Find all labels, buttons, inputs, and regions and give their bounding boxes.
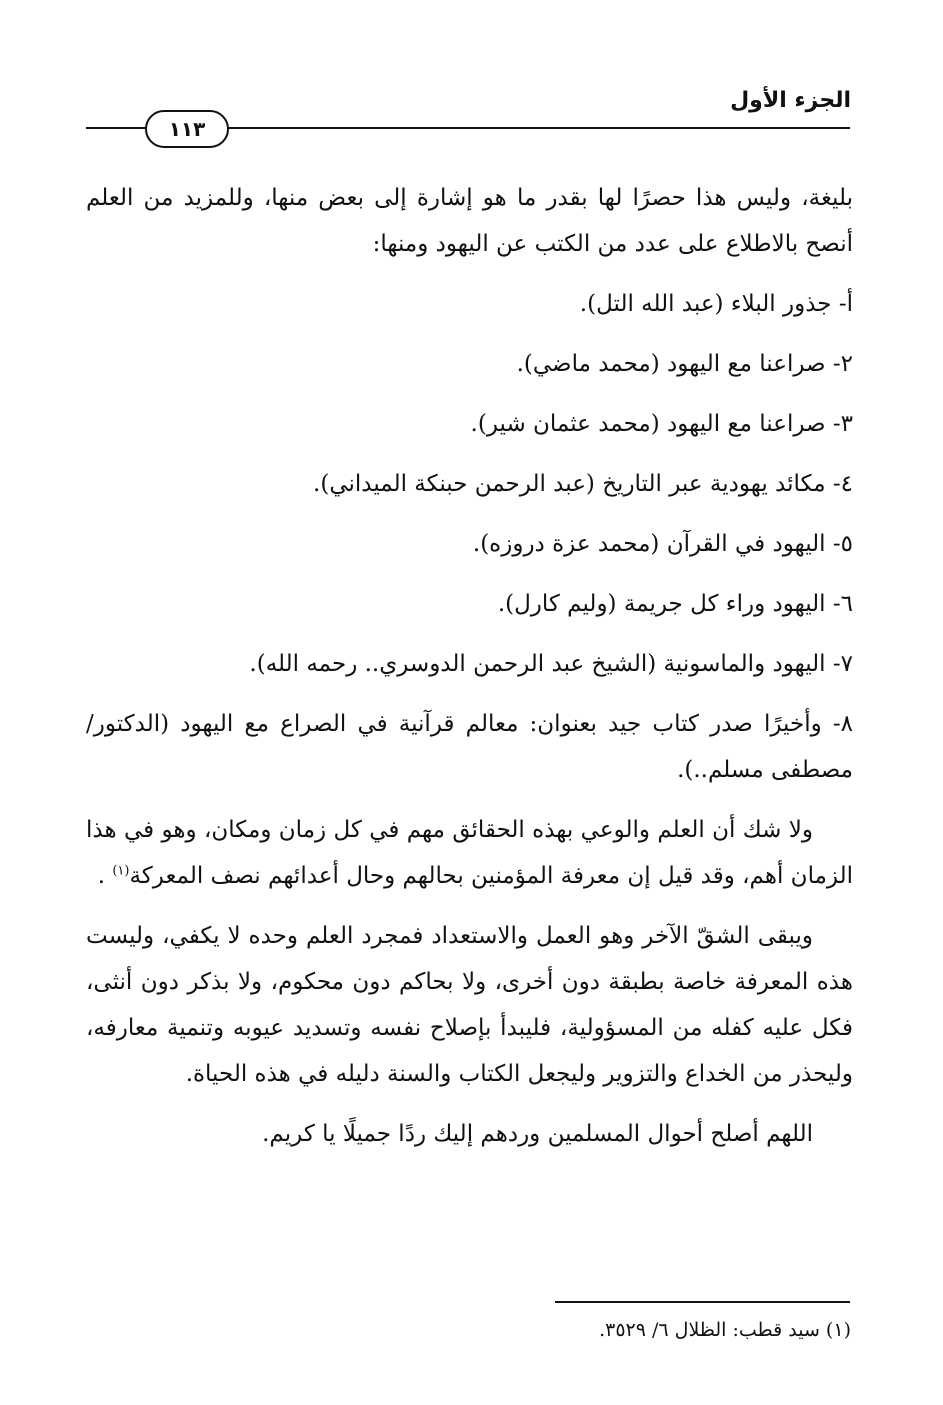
footnote: (١) سيد قطب: الظلال ٦/ ٣٥٢٩. (599, 1319, 851, 1341)
page-body (86, 175, 853, 1157)
knowledge-paragraph (86, 807, 853, 899)
book-list-item-8: ٨- وأخيرًا صدر كتاب جيد بعنوان: معالم قرآنية في الصراع مع اليهود (الدكتور/ مصطفى مسلم..). (86, 711, 853, 783)
intro-paragraph: بليغة، وليس هذا حصرًا لها بقدر ما هو إشارة إلى بعض منها، وللمزيد من العلم أنصح بالاطلاع على عدد من الكتب عن اليهود ومنها: (86, 185, 853, 257)
knowledge-paragraph-end: . (97, 863, 106, 889)
footnote-reference: (١) (112, 863, 130, 879)
book-list-item-4: ٤- مكائد يهودية عبر التاريخ (عبد الرحمن حبنكة الميداني). (313, 471, 853, 497)
book-list (86, 281, 853, 793)
book-list-item-7: ٧- اليهود والماسونية (الشيخ عبد الرحمن الدوسري.. رحمه الله). (249, 651, 853, 677)
book-list-item-1: أ- جذور البلاء (عبد الله التل). (579, 291, 853, 317)
book-list-item-3: ٣- صراعنا مع اليهود (محمد عثمان شير). (470, 411, 853, 437)
knowledge-paragraph-text: ولا شك أن العلم والوعي بهذه الحقائق مهم في كل زمان ومكان، وهو في هذا الزمان أهم، وقد قيل إن معرفة المؤمنين بحالهم وحال أعدائهم نصف المعركة (86, 817, 853, 889)
running-header-title: الجزء الأول (730, 88, 851, 113)
prayer-paragraph: اللهم أصلح أحوال المسلمين وردهم إليك ردًا جميلًا يا كريم. (262, 1121, 813, 1147)
action-paragraph: ويبقى الشقّ الآخر وهو العمل والاستعداد فمجرد العلم وحده لا يكفي، وليست هذه المعرفة خاصة بطبقة دون أخرى، ولا بحاكم دون محكوم، ولا بذكر دون أنثى، فكل عليه كفله من المسؤولية، فليبدأ بإصلاح نفسه وتسديد عيوبه وتنمية معارفه، وليحذر من الخداع والتزوير وليجعل الكتاب والسنة دليله في هذه الحياة. (86, 923, 853, 1087)
book-list-item-5: ٥- اليهود في القرآن (محمد عزة دروزه). (472, 531, 853, 557)
book-list-item-2: ٢- صراعنا مع اليهود (محمد ماضي). (516, 351, 853, 377)
book-list-item-6: ٦- اليهود وراء كل جريمة (وليم كارل). (497, 591, 853, 617)
page-number-badge: ١١٣ (145, 110, 229, 148)
footnote-rule (555, 1301, 850, 1303)
